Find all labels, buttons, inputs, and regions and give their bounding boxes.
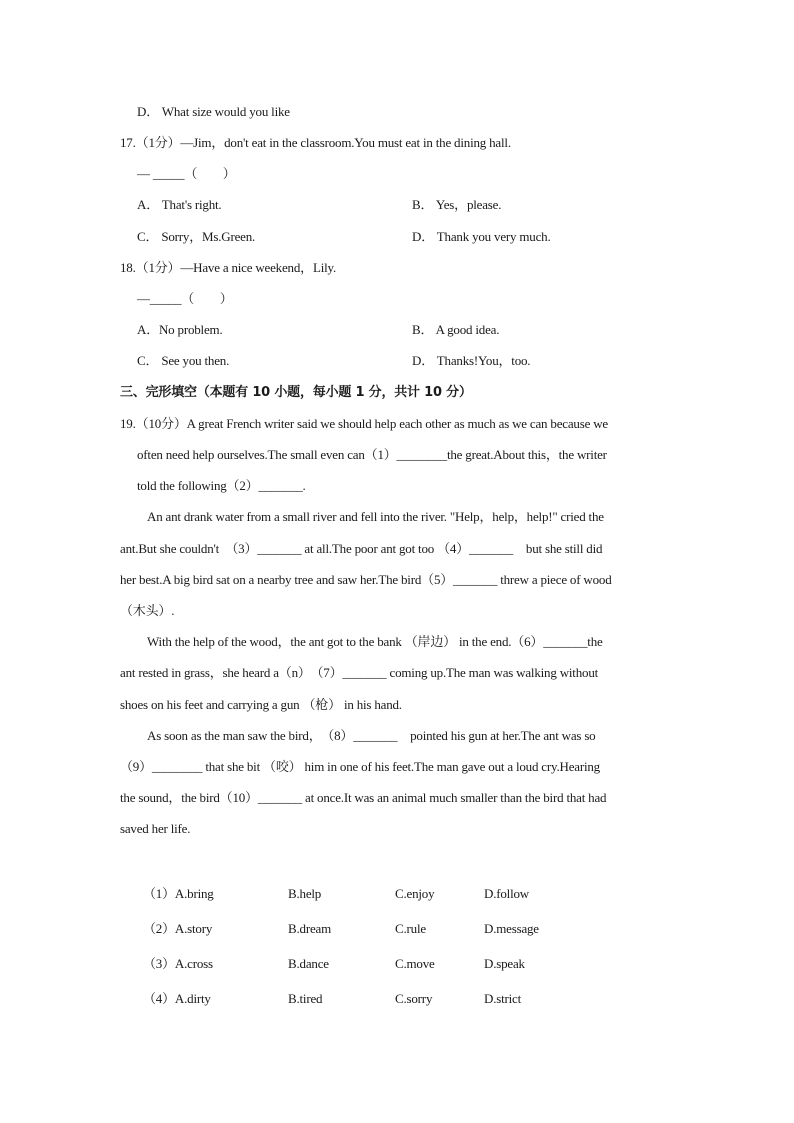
q18-option-d: D． Thanks!You，too. [412,353,531,368]
choice-cell: C.sorry [395,991,433,1006]
q17-reply: — _____（ ） [137,166,236,181]
choice-cell: D.speak [484,956,525,971]
q17-option-b: B． Yes，please. [412,197,502,212]
choice-cell: （3）A.cross [143,956,213,971]
passage-line: ant rested in grass，she heard a（n） （7）_______ coming up.The man was walking without [120,665,599,680]
passage-line: As soon as the man saw the bird， （8）_______ pointed his gun at her.The ant was so [147,728,596,743]
passage-line: saved her life. [120,821,191,836]
q17-stem: 17.（1分）—Jim，don't eat in the classroom.You must eat in the dining hall. [120,135,511,150]
passage-line: shoes on his feet and carrying a gun （枪） in his hand. [120,697,402,712]
choice-cell: （4）A.dirty [143,991,211,1006]
choice-cell: C.move [395,956,435,971]
passage-line: With the help of the wood，the ant got to the bank （岸边） in the end.（6）_______the [147,634,603,649]
choice-cell: （2）A.story [143,921,213,936]
q18-stem: 18.（1分）—Have a nice weekend，Lily. [120,260,337,275]
choice-cell: B.dance [288,956,329,971]
passage-line: （木头）. [120,603,175,618]
choice-cell: D.message [484,921,539,936]
q17-option-d: D． Thank you very much. [412,229,551,244]
q18-option-c: C． See you then. [137,353,230,368]
passage-line: often need help ourselves.The small even can（1）________the great.About this，the writer [137,447,607,462]
choice-cell: B.dream [288,921,332,936]
q18-option-b: B． A good idea. [412,322,500,337]
section-heading: 三、完形填空（本题有 10 小题，每小题 1 分，共计 10 分） [120,385,472,400]
q18-option-a: A．No problem. [137,322,223,337]
passage-line: the sound，the bird（10）_______ at once.It was an animal much smaller than the bird that had [120,790,607,805]
choice-cell: B.tired [288,991,323,1006]
q16-option-d: D． What size would you like [137,104,290,119]
passage-line: ant.But she couldn't （3）_______ at all.The poor ant got too （4）_______ but she still did [120,541,603,556]
q17-option-a: A． That's right. [137,197,222,212]
q18-reply: —_____（ ） [137,291,233,306]
choice-cell: D.follow [484,886,529,901]
choice-cell: C.rule [395,921,426,936]
choice-cell: B.help [288,886,322,901]
passage-line: （9）________ that she bit （咬） him in one of his feet.The man gave out a loud cry.Hearing [120,759,600,774]
q17-option-c: C． Sorry，Ms.Green. [137,229,256,244]
passage-line: 19.（10分）A great French writer said we should help each other as much as we can because we [120,416,608,431]
choice-cell: C.enjoy [395,886,435,901]
passage-line: told the following（2）_______. [137,478,306,493]
passage-line: her best.A big bird sat on a nearby tree and saw her.The bird（5）_______ threw a piece of wood [120,572,612,587]
passage-line: An ant drank water from a small river and fell into the river. "Help，help，help!" cried the [147,509,604,524]
choice-cell: D.strict [484,991,522,1006]
choice-cell: （1）A.bring [143,886,214,901]
